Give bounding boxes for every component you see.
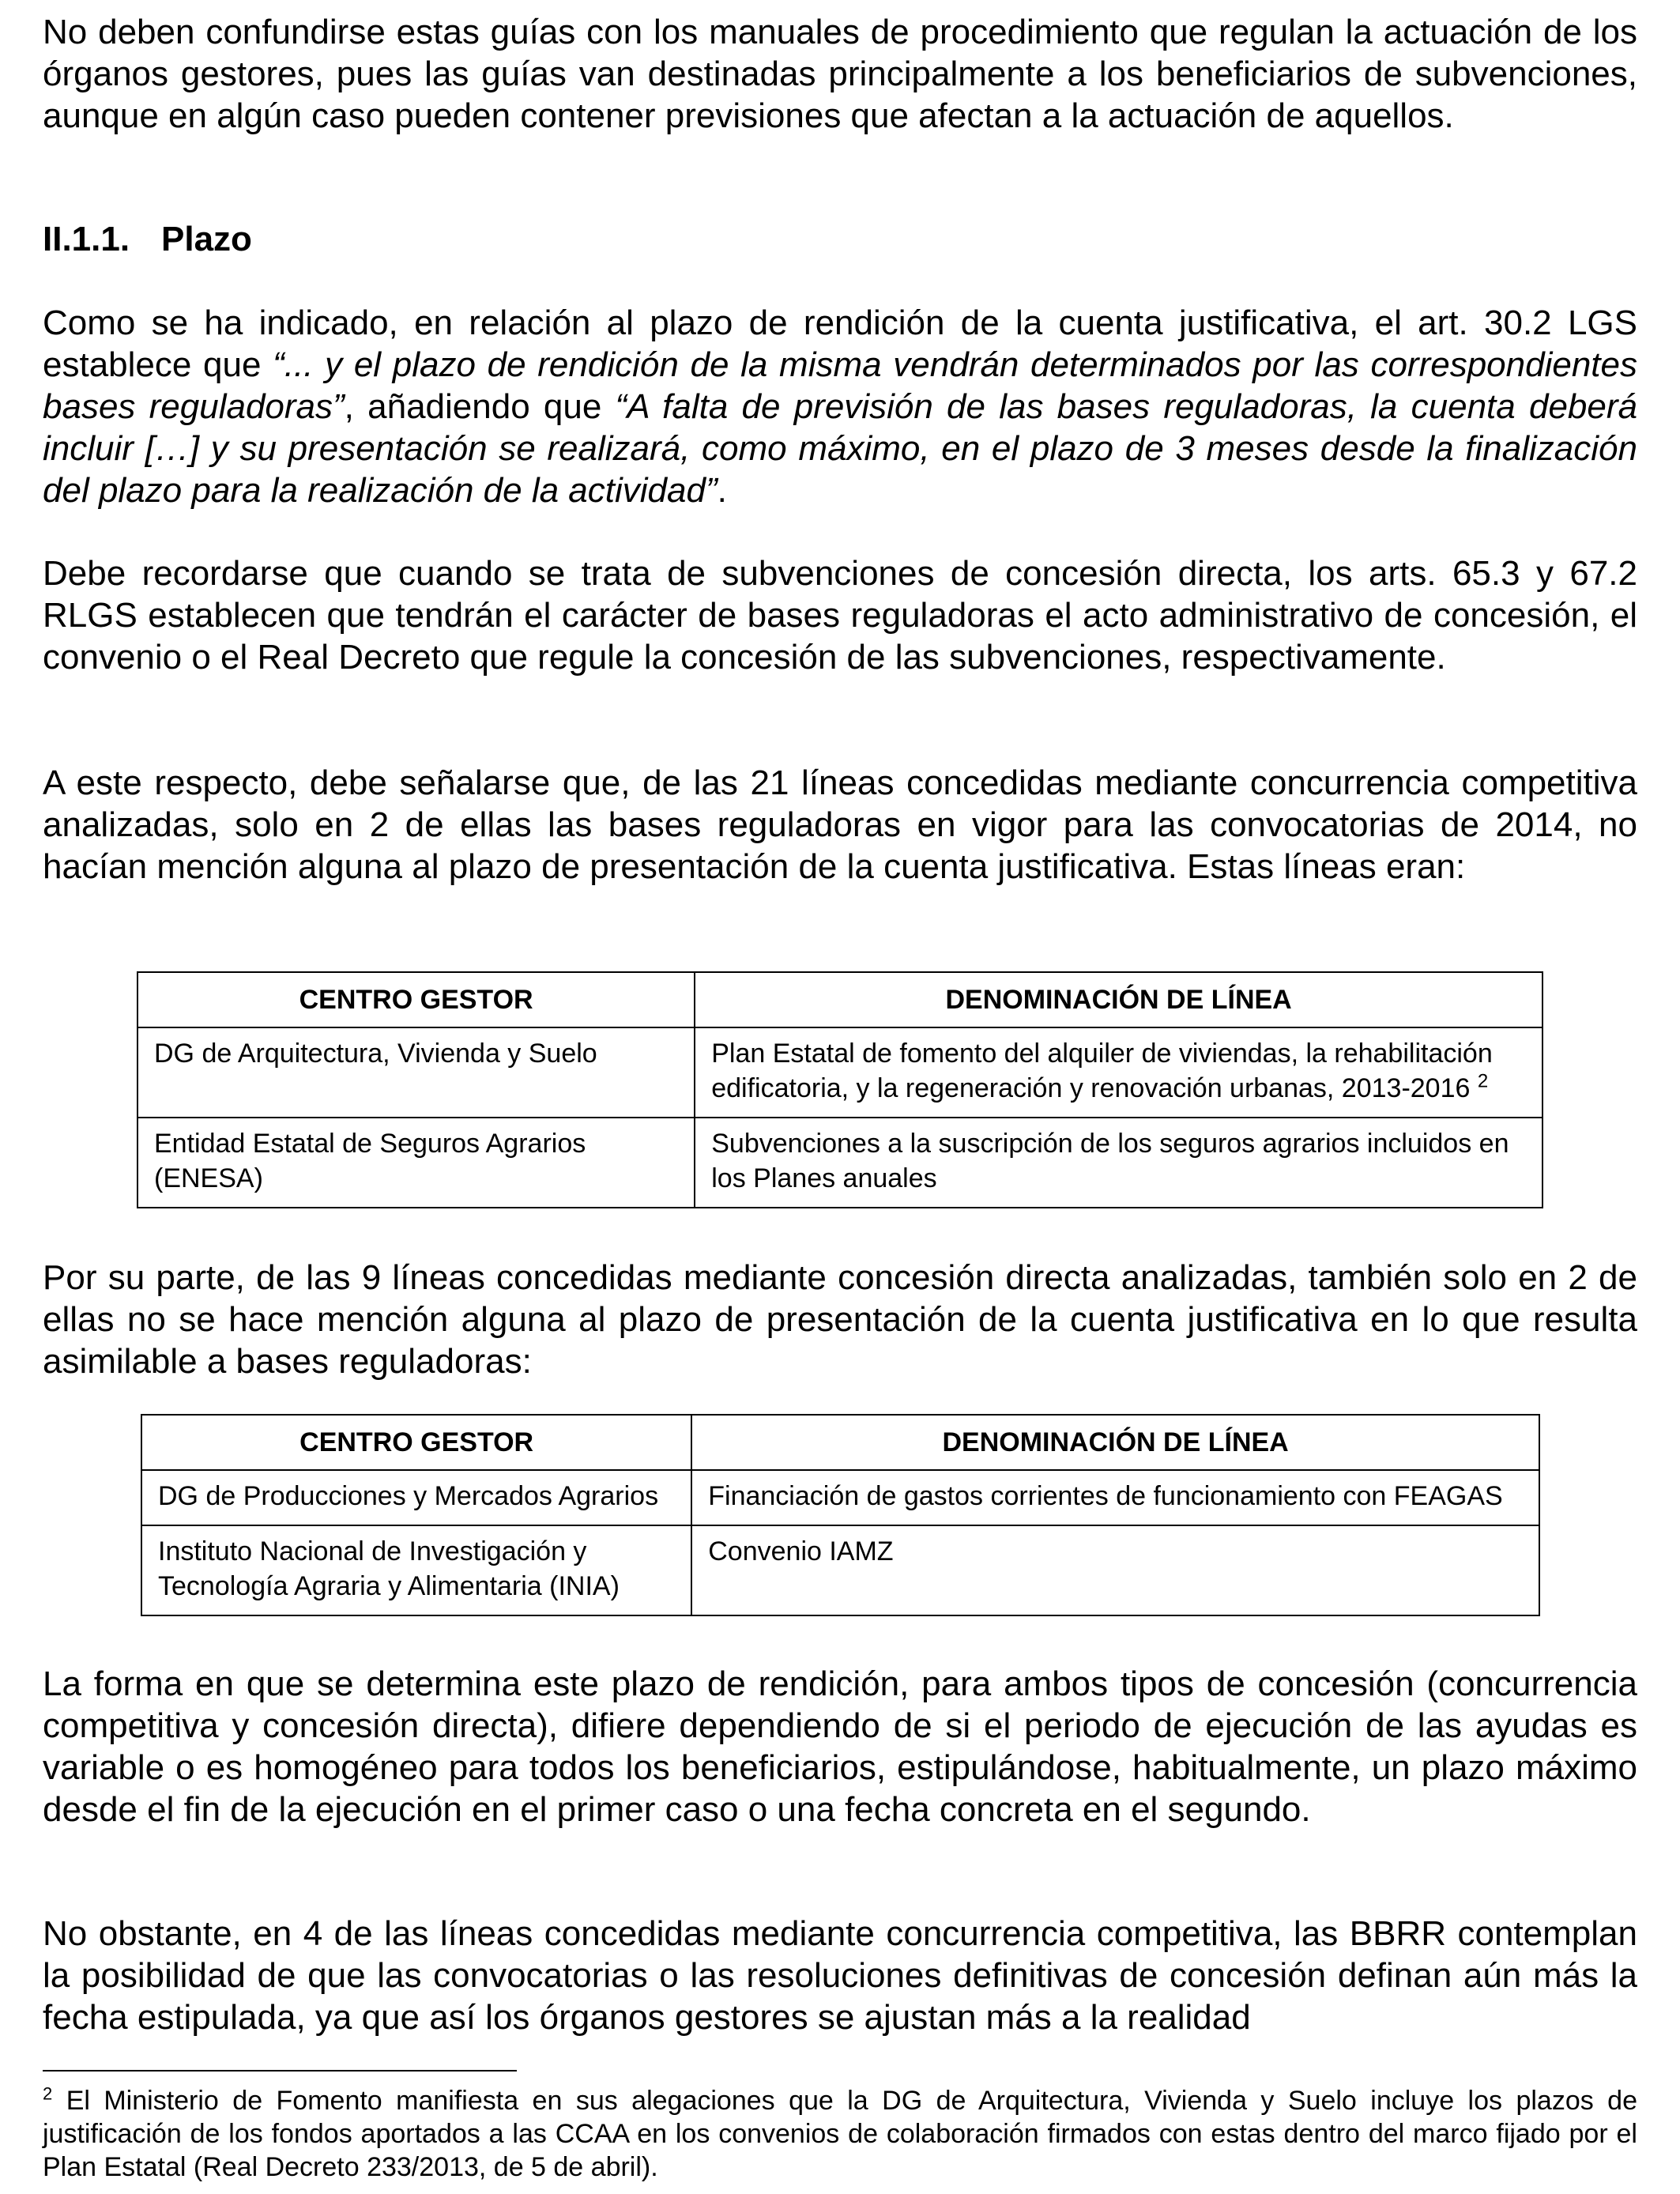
section-number: II.1.1. [43, 220, 130, 258]
footnote [43, 2084, 1637, 2184]
section-heading [43, 218, 252, 260]
cell-linea: Financiación de gastos corrientes de funcionamiento con FEAGAS [691, 1470, 1539, 1525]
cell-gestor: Entidad Estatal de Seguros Agrarios (ENESA) [137, 1118, 695, 1208]
table-header-row [137, 972, 1543, 1027]
paragraph-forma: La forma en que se determina este plazo de rendición, para ambos tipos de concesión (concurrencia competitiva y concesión directa), difiere dependiendo de si el periodo de ejecución de las ayudas es variable o es homogéneo para todos los beneficiarios, estipulándose, habitualmente, un plazo máximo desde el fin de la ejecución en el primer caso o una fecha concreta en el segundo. [43, 1664, 1637, 1829]
cell-linea: Convenio IAMZ [691, 1525, 1539, 1615]
cell-linea: Plan Estatal de fomento del alquiler de viviendas, la rehabilitación edificatoria, y la regeneración y renovación urbanas, 2013-2016 $^2$ [695, 1027, 1543, 1118]
paragraph-plazo [43, 302, 1637, 511]
footnote-text: El Ministerio de Fomento manifiesta en sus alegaciones que la DG de Arquitectura, Vivienda y Suelo incluye los plazos de justificación de los fondos aportados a las CCAA en los convenios de colaboración firmados con estas dentro del marco fijado por el Plan Estatal (Real Decreto 233/2013, de 5 de abril). [43, 2086, 1637, 2182]
paragraph-directa-lineas: Por su parte, de las 9 líneas concedidas mediante concesión directa analizadas, también solo en 2 de ellas no se hace mención alguna al plazo de presentación de la cuenta justificativa en lo que resulta asimilable a bases reguladoras: [43, 1258, 1637, 1381]
cell-gestor: Instituto Nacional de Investigación y Tecnología Agraria y Alimentaria (INIA) [141, 1525, 691, 1615]
footnote-ref: 2 [1477, 1070, 1489, 1092]
paragraph-no-obstante: No obstante, en 4 de las líneas concedidas mediante concurrencia competitiva, las BBRR contemplan la posibilidad de que las convocatorias o las resoluciones definitivas de concesión definan aún más la fecha estipulada, ya que así los órganos gestores se ajustan más a la realidad [43, 1914, 1637, 2037]
header-denominacion: DENOMINACIÓN DE LÍNEA [695, 972, 1543, 1027]
table-row [137, 1027, 1543, 1118]
plazo-text-e: . [717, 471, 727, 510]
cell-gestor: DG de Producciones y Mercados Agrarios [141, 1470, 691, 1525]
table-directa [141, 1414, 1540, 1616]
footnote-mark: 2 [43, 2083, 53, 2104]
table-row [141, 1525, 1539, 1615]
table-row [141, 1470, 1539, 1525]
table-row [137, 1118, 1543, 1208]
header-centro-gestor: CENTRO GESTOR [141, 1415, 691, 1470]
header-denominacion: DENOMINACIÓN DE LÍNEA [691, 1415, 1539, 1470]
header-centro-gestor: CENTRO GESTOR [137, 972, 695, 1027]
cell-gestor: DG de Arquitectura, Vivienda y Suelo [137, 1027, 695, 1118]
plazo-quote-2: “A falta de previsión de las bases reguladoras, la cuenta deberá incluir […] y su presentación se realizará, como máximo, en el plazo de 3 meses desde la finalización del plazo para la realización de la actividad” [43, 387, 1637, 510]
footnote-separator [43, 2070, 517, 2071]
cell-linea: Subvenciones a la suscripción de los seguros agrarios incluidos en los Planes anuales [695, 1118, 1543, 1208]
paragraph-concesion-directa: Debe recordarse que cuando se trata de subvenciones de concesión directa, los arts. 65.3 y 67.2 RLGS establecen que tendrán el carácter de bases reguladoras el acto administrativo de concesión, el convenio o el Real Decreto que regule la concesión de las subvenciones, respectivamente. [43, 554, 1637, 677]
section-title: Plazo [161, 220, 252, 258]
paragraph-intro: No deben confundirse estas guías con los manuales de procedimiento que regulan la actuación de los órganos gestores, pues las guías van destinadas principalmente a los beneficiarios de subvenciones, aunque en algún caso pueden contener previsiones que afectan a la actuación de aquellos. [43, 13, 1637, 135]
plazo-text-a: Como se ha indicado, en relación al plazo de rendición de la cuenta justificativa, el art. 30.2 LGS establece que [43, 303, 1637, 384]
plazo-quote-1: “... y el plazo de rendición de la misma vendrán determinados por las correspondientes bases reguladoras” [43, 345, 1638, 426]
paragraph-concurrencia: A este respecto, debe señalarse que, de las 21 líneas concedidas mediante concurrencia competitiva analizadas, solo en 2 de ellas las bases reguladoras en vigor para las convocatorias de 2014, no hacían mención alguna al plazo de presentación de la cuenta justificativa. Estas líneas eran: [43, 763, 1637, 886]
plazo-text-c: , añadiendo que [344, 387, 616, 426]
table-concurrencia [137, 971, 1543, 1208]
table-header-row [141, 1415, 1539, 1470]
